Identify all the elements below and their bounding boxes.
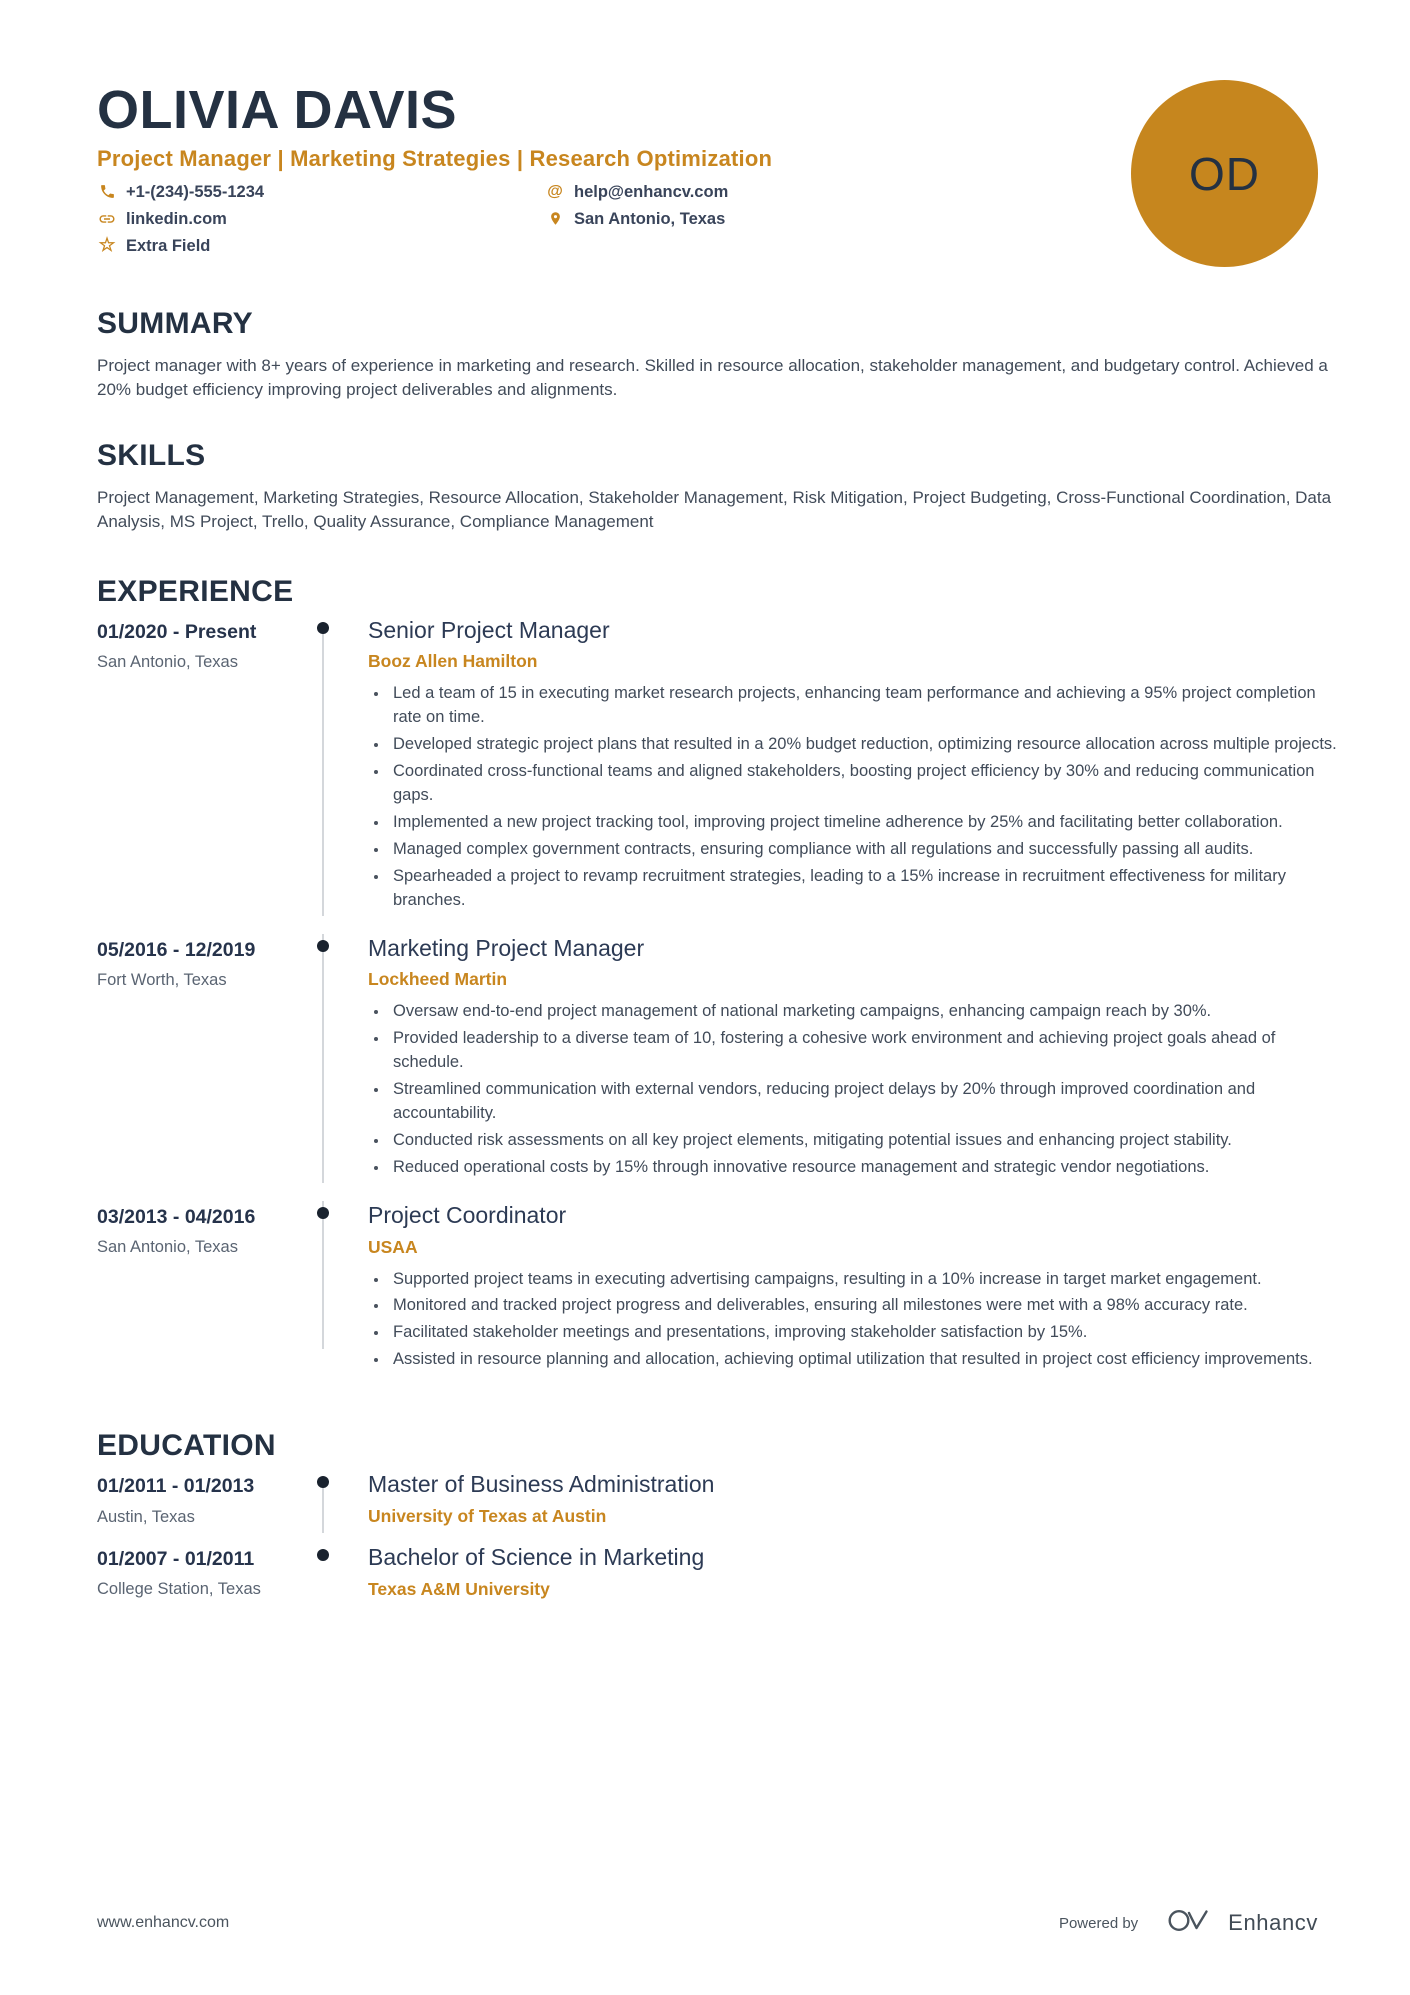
entry-dates: 01/2011 - 01/2013 bbox=[97, 1475, 255, 1498]
timeline-line bbox=[322, 1201, 324, 1349]
entry-dates: 01/2020 - Present bbox=[97, 620, 257, 643]
achievement-list bbox=[368, 682, 1345, 912]
bullet-item: • Coordinated cross-functional teams and aligned stakeholders, boosting project efficiency by 30% and reducing communication gaps. bbox=[389, 760, 1345, 808]
experience-section bbox=[97, 575, 1345, 1394]
entry-location: San Antonio, Texas bbox=[97, 1238, 238, 1257]
timeline-dot bbox=[317, 1207, 329, 1219]
experience-entry bbox=[97, 934, 1345, 1201]
enhancv-logo-icon bbox=[1166, 1907, 1214, 1939]
link-icon bbox=[97, 210, 117, 228]
phone-number: +1-(234)-555-1234 bbox=[126, 182, 265, 201]
entry-body bbox=[331, 1470, 1345, 1527]
bullet-item: • Supported project teams in executing advertising campaigns, resulting in a 10% increase in target market engagement. bbox=[389, 1268, 1345, 1292]
bullet-item: • Provided leadership to a diverse team of 10, fostering a cohesive work environment and achieving project goals ahead of schedule. bbox=[389, 1027, 1345, 1075]
footer-brand[interactable] bbox=[1059, 1907, 1318, 1939]
education-entries bbox=[97, 1470, 1345, 1616]
job-title: Marketing Project Manager bbox=[368, 934, 645, 961]
timeline-line bbox=[322, 628, 324, 916]
education-heading: EDUCATION bbox=[97, 1429, 276, 1463]
degree-title: Master of Business Administration bbox=[368, 1471, 715, 1498]
timeline bbox=[315, 1470, 331, 1527]
contact-extra-field bbox=[97, 235, 545, 257]
at-icon: @ bbox=[547, 182, 563, 200]
summary-heading: SUMMARY bbox=[97, 306, 253, 340]
header bbox=[97, 82, 1345, 257]
star-icon: ☆ bbox=[98, 234, 116, 256]
location-icon bbox=[545, 210, 565, 227]
timeline-dot bbox=[317, 1549, 329, 1561]
timeline bbox=[315, 616, 331, 916]
timeline-line bbox=[322, 1482, 324, 1533]
bullet-item: • Managed complex government contracts, ensuring compliance with all regulations and successfully passing all audits. bbox=[389, 838, 1345, 862]
entry-dates: 03/2013 - 04/2016 bbox=[97, 1205, 256, 1228]
entry-body bbox=[331, 616, 1345, 916]
bullet-item: • Conducted risk assessments on all key project elements, mitigating potential issues and enhancing project stability. bbox=[389, 1129, 1345, 1153]
timeline bbox=[315, 1201, 331, 1375]
bullet-item: • Developed strategic project plans that resulted in a 20% budget reduction, optimizing resource allocation across multiple projects. bbox=[389, 733, 1345, 757]
entry-meta bbox=[97, 1470, 315, 1527]
company-name: USAA bbox=[368, 1236, 418, 1257]
contact-column-right bbox=[545, 181, 728, 257]
company-name: Booz Allen Hamilton bbox=[368, 651, 538, 672]
timeline-dot bbox=[317, 1476, 329, 1488]
education-entry bbox=[97, 1543, 1345, 1616]
job-title: Senior Project Manager bbox=[368, 616, 610, 643]
entry-meta bbox=[97, 1201, 315, 1375]
footer bbox=[97, 1907, 1318, 1939]
contact-phone[interactable] bbox=[97, 181, 545, 203]
contact-column-left bbox=[97, 181, 545, 257]
timeline-dot bbox=[317, 940, 329, 952]
entry-location: San Antonio, Texas bbox=[97, 652, 238, 671]
linkedin-url: linkedin.com bbox=[126, 209, 227, 228]
entry-body bbox=[331, 934, 1345, 1183]
school-name: University of Texas at Austin bbox=[368, 1506, 607, 1526]
bullet-item: • Monitored and tracked project progress and deliverables, ensuring all milestones were met with a 98% accuracy rate. bbox=[389, 1294, 1345, 1318]
contact-email[interactable] bbox=[545, 181, 728, 203]
avatar bbox=[1131, 80, 1318, 267]
summary-section bbox=[97, 307, 1345, 403]
skills-heading: SKILLS bbox=[97, 438, 206, 472]
experience-entries bbox=[97, 616, 1345, 1394]
bullet-item: • Assisted in resource planning and allocation, achieving optimal utilization that resulted in project cost efficiency improvements. bbox=[389, 1348, 1345, 1372]
location-text: San Antonio, Texas bbox=[574, 209, 726, 228]
contact-linkedin[interactable] bbox=[97, 208, 545, 230]
skills-section bbox=[97, 439, 1345, 535]
entry-body bbox=[331, 1543, 1345, 1600]
experience-heading: EXPERIENCE bbox=[97, 574, 294, 608]
brand-name: Enhancv bbox=[1228, 1910, 1318, 1935]
headline: Project Manager | Marketing Strategies | Research Optimization bbox=[97, 145, 773, 171]
entry-dates: 01/2007 - 01/2011 bbox=[97, 1548, 255, 1570]
degree-title: Bachelor of Science in Marketing bbox=[368, 1544, 705, 1570]
candidate-name: OLIVIA DAVIS bbox=[97, 80, 458, 140]
contact-location bbox=[545, 208, 728, 230]
job-title: Project Coordinator bbox=[368, 1201, 567, 1228]
school-name: Texas A&M University bbox=[368, 1578, 550, 1599]
bullet-item: • Oversaw end-to-end project management of national marketing campaigns, enhancing campaign reach by 30%. bbox=[389, 1000, 1345, 1024]
entry-dates: 05/2016 - 12/2019 bbox=[97, 938, 256, 961]
footer-site-link[interactable]: www.enhancv.com bbox=[97, 1914, 230, 1931]
extra-field-label: Extra Field bbox=[126, 236, 211, 255]
experience-entry bbox=[97, 616, 1345, 934]
entry-meta bbox=[97, 1543, 315, 1600]
timeline bbox=[315, 934, 331, 1183]
avatar-initials: OD bbox=[1189, 147, 1260, 200]
entry-meta bbox=[97, 616, 315, 916]
email-address: help@enhancv.com bbox=[574, 182, 729, 201]
entry-location: Fort Worth, Texas bbox=[97, 971, 227, 989]
entry-body bbox=[331, 1201, 1345, 1375]
timeline bbox=[315, 1543, 331, 1600]
achievement-list bbox=[368, 1268, 1345, 1373]
education-entry bbox=[97, 1470, 1345, 1543]
powered-by-label: Powered by bbox=[1058, 1914, 1139, 1932]
education-section bbox=[97, 1429, 1345, 1616]
phone-icon bbox=[97, 183, 117, 200]
experience-entry bbox=[97, 1201, 1345, 1393]
timeline-line bbox=[322, 934, 324, 1183]
achievement-list bbox=[368, 1000, 1345, 1179]
entry-location: College Station, Texas bbox=[97, 1580, 261, 1599]
bullet-item: • Implemented a new project tracking tool, improving project timeline adherence by 25% and facilitating better collaboration. bbox=[389, 811, 1345, 835]
bullet-item: • Facilitated stakeholder meetings and presentations, improving stakeholder satisfaction by 15%. bbox=[389, 1321, 1345, 1345]
entry-meta bbox=[97, 934, 315, 1183]
timeline-dot bbox=[317, 622, 329, 634]
bullet-item: • Streamlined communication with external vendors, reducing project delays by 20% through improved coordination and accountability. bbox=[389, 1078, 1345, 1126]
bullet-item: • Spearheaded a project to revamp recruitment strategies, leading to a 15% increase in recruitment effectiveness for military branches. bbox=[389, 865, 1345, 913]
bullet-item: • Led a team of 15 in executing market research projects, enhancing team performance and achieving a 95% project completion rate on time. bbox=[389, 682, 1345, 730]
bullet-item: • Reduced operational costs by 15% through innovative resource management and strategic vendor negotiations. bbox=[389, 1156, 1345, 1180]
skills-text: Project Management, Marketing Strategies, Resource Allocation, Stakeholder Management, Risk Mitigation, Project Budgeting, Cross-Functional Coordination, Data Analysis, MS Project, Trello, Quality Assurance, Compliance Management bbox=[97, 487, 1332, 532]
company-name: Lockheed Martin bbox=[368, 969, 508, 990]
summary-text: Project manager with 8+ years of experience in marketing and research. Skilled in resource allocation, stakeholder management, and budgetary control. Achieved a 20% budget efficiency improving project deliverables and alignments. bbox=[97, 355, 1328, 400]
entry-location: Austin, Texas bbox=[97, 1507, 195, 1526]
